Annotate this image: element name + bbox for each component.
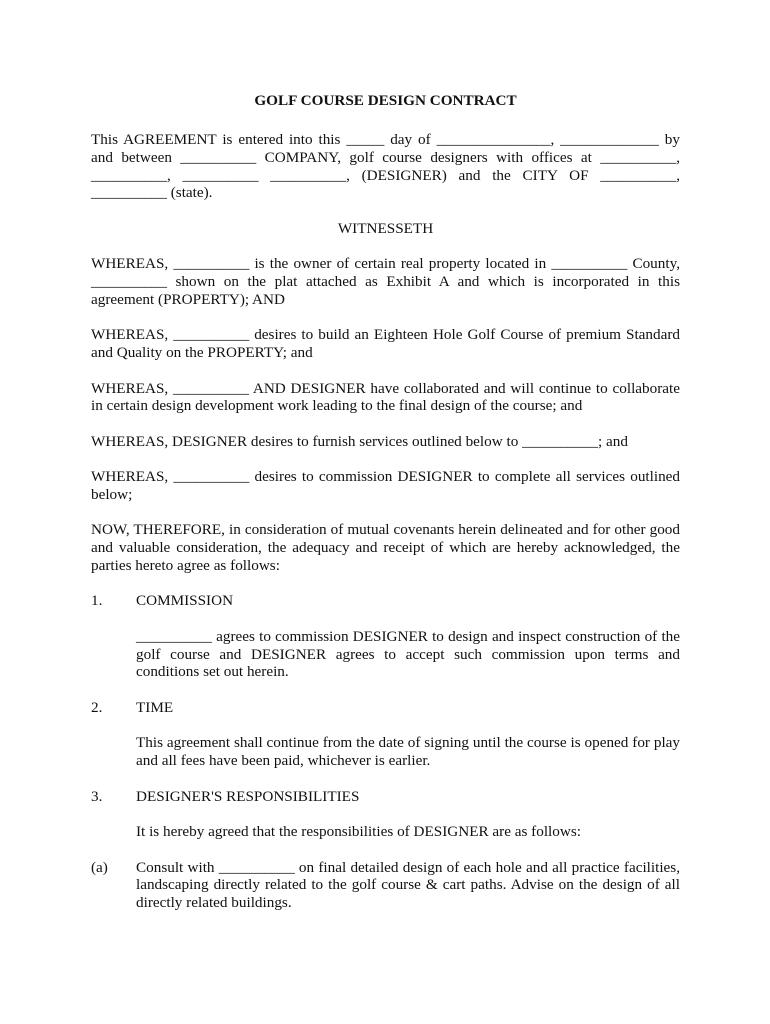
list-item: [91, 859, 680, 912]
now-therefore-paragraph: NOW, THEREFORE, in consideration of mutual covenants herein delineated and for other good and valuable consideration, the adequacy and receipt of which are hereby acknowledged, the parties hereto agree as follows:: [91, 521, 680, 574]
section-title: COMMISSION: [136, 592, 234, 610]
item-text: Consult with __________ on final detailed design of each hole and all practice facilities, landscaping directly related to the golf course & cart paths. Advise on the design of all directly related buildings.: [136, 858, 680, 912]
witnesseth-heading: WITNESSETH: [337, 219, 434, 237]
section-body-time: This agreement shall continue from the date of signing until the course is opened for play and all fees have been paid, whichever is earlier.: [136, 734, 680, 770]
section-heading-time: [91, 699, 680, 717]
section-heading-designer-responsibilities: [91, 788, 680, 806]
section-body-commission: __________ agrees to commission DESIGNER to design and inspect construction of the golf course and DESIGNER agrees to accept such commission upon terms and conditions set out herein.: [136, 627, 680, 681]
whereas-paragraph-4: WHEREAS, DESIGNER desires to furnish services outlined below to __________; and: [91, 432, 628, 450]
contract-page: [91, 92, 680, 912]
section-number: 2.: [91, 698, 103, 716]
section-heading-commission: [91, 592, 680, 610]
section-title: TIME: [136, 698, 174, 716]
whereas-paragraph-3: WHEREAS, __________ AND DESIGNER have collaborated and will continue to collaborate in certain design development work leading to the final design of the course; and: [91, 379, 680, 415]
intro-paragraph: This AGREEMENT is entered into this _____ day of _______________, _____________ by and between __________ COMPANY, golf course designers with offices at __________, __________, __________ __________, (DESIGNER) and the CITY OF __________, __________ (state).: [91, 131, 680, 202]
section-body-designer-responsibilities: It is hereby agreed that the responsibilities of DESIGNER are as follows:: [136, 823, 581, 841]
section-title: DESIGNER'S RESPONSIBILITIES: [136, 787, 360, 805]
whereas-paragraph-2: WHEREAS, __________ desires to build an Eighteen Hole Golf Course of premium Standard and Quality on the PROPERTY; and: [91, 326, 680, 362]
section-number: 3.: [91, 787, 103, 805]
whereas-paragraph-5: WHEREAS, __________ desires to commission DESIGNER to complete all services outlined below;: [91, 468, 680, 503]
document-title: GOLF COURSE DESIGN CONTRACT: [254, 92, 517, 109]
section-number: 1.: [91, 592, 103, 610]
item-label: (a): [91, 858, 108, 876]
whereas-paragraph-1: WHEREAS, __________ is the owner of certain real property located in __________ County, __________ shown on the plat attached as Exhibit A and which is incorporated in this agreement (PROPERTY); AND: [91, 255, 680, 308]
